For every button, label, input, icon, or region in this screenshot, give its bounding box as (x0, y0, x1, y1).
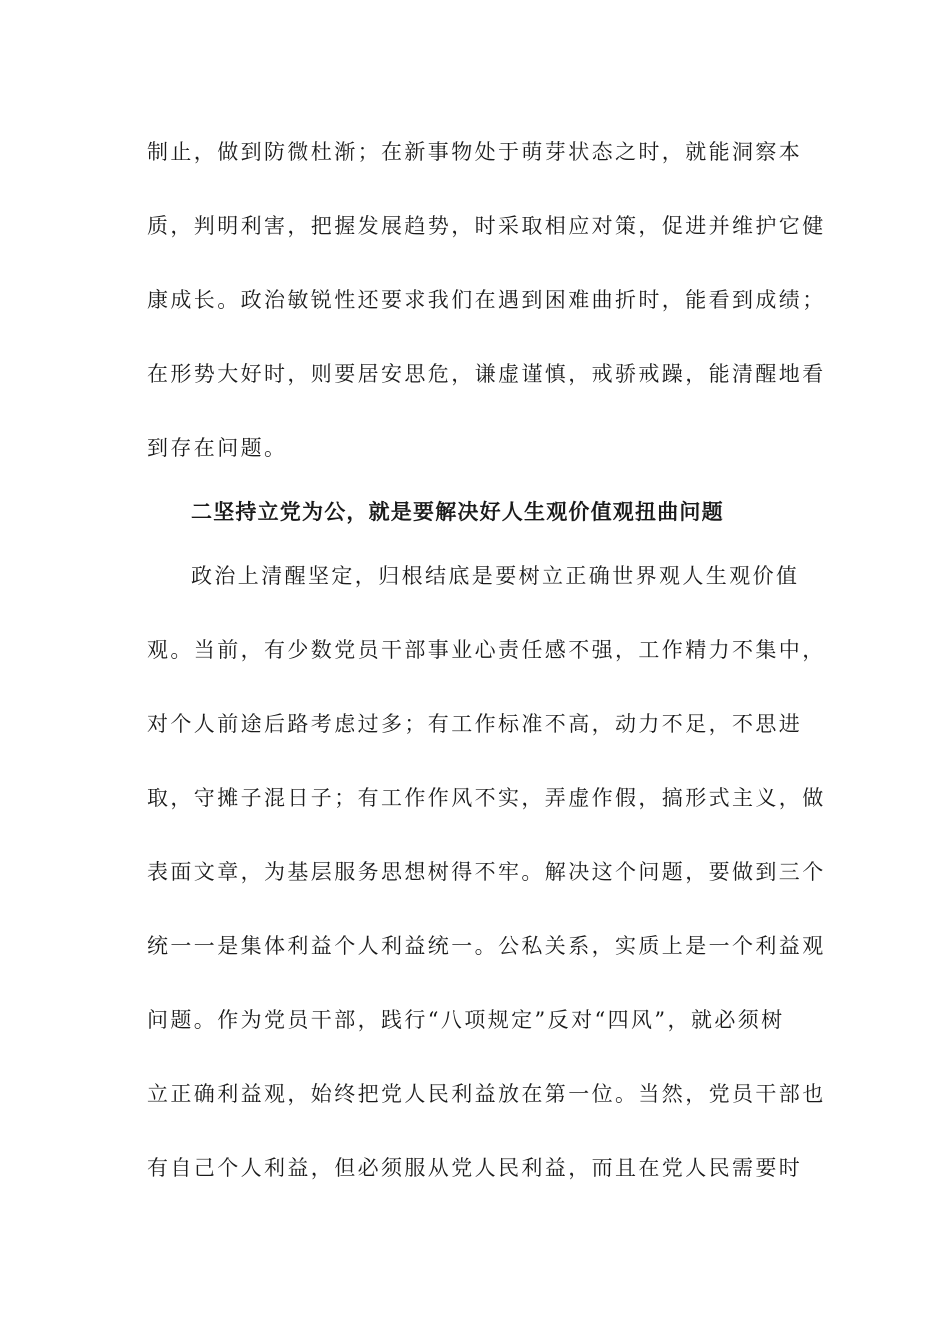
paragraph-line: 观。当前，有少数党员干部事业心责任感不强，工作精力不集中， (147, 638, 826, 662)
paragraph-line: 立正确利益观，始终把党人民利益放在第一位。当然，党员干部也 (147, 1082, 826, 1106)
paragraph-line: 对个人前途后路考虑过多；有工作标准不高，动力不足，不思进 (147, 712, 803, 736)
paragraph-line: 政治上清醒坚定，归根结底是要树立正确世界观人生观价值 (191, 564, 800, 588)
paragraph-line: 康成长。政治敏锐性还要求我们在遇到困难曲折时，能看到成绩； (147, 288, 826, 312)
paragraph-line: 取，守摊子混日子；有工作作风不实，弄虚作假，搞形式主义，做 (147, 786, 826, 810)
paragraph-line: 到存在问题。 (147, 436, 288, 460)
paragraph-line: 问题。作为党员干部，践行“八项规定”反对“四风”，就必须树 (147, 1008, 785, 1032)
paragraph-line: 制止，做到防微杜渐；在新事物处于萌芽状态之时，就能洞察本 (147, 140, 803, 164)
paragraph-line: 质，判明利害，把握发展趋势，时采取相应对策，促进并维护它健 (147, 214, 826, 238)
paragraph-line: 表面文章，为基层服务思想树得不牢。解决这个问题，要做到三个 (147, 860, 826, 884)
paragraph-line: 有自己个人利益，但必须服从党人民利益，而且在党人民需要时 (147, 1156, 803, 1180)
paragraph-line: 在形势大好时，则要居安思危，谦虚谨慎，戒骄戒躁，能清醒地看 (147, 362, 826, 386)
paragraph-line: 统一一是集体利益个人利益统一。公私关系，实质上是一个利益观 (147, 934, 826, 958)
section-heading: 二坚持立党为公，就是要解决好人生观价值观扭曲问题 (191, 499, 724, 524)
